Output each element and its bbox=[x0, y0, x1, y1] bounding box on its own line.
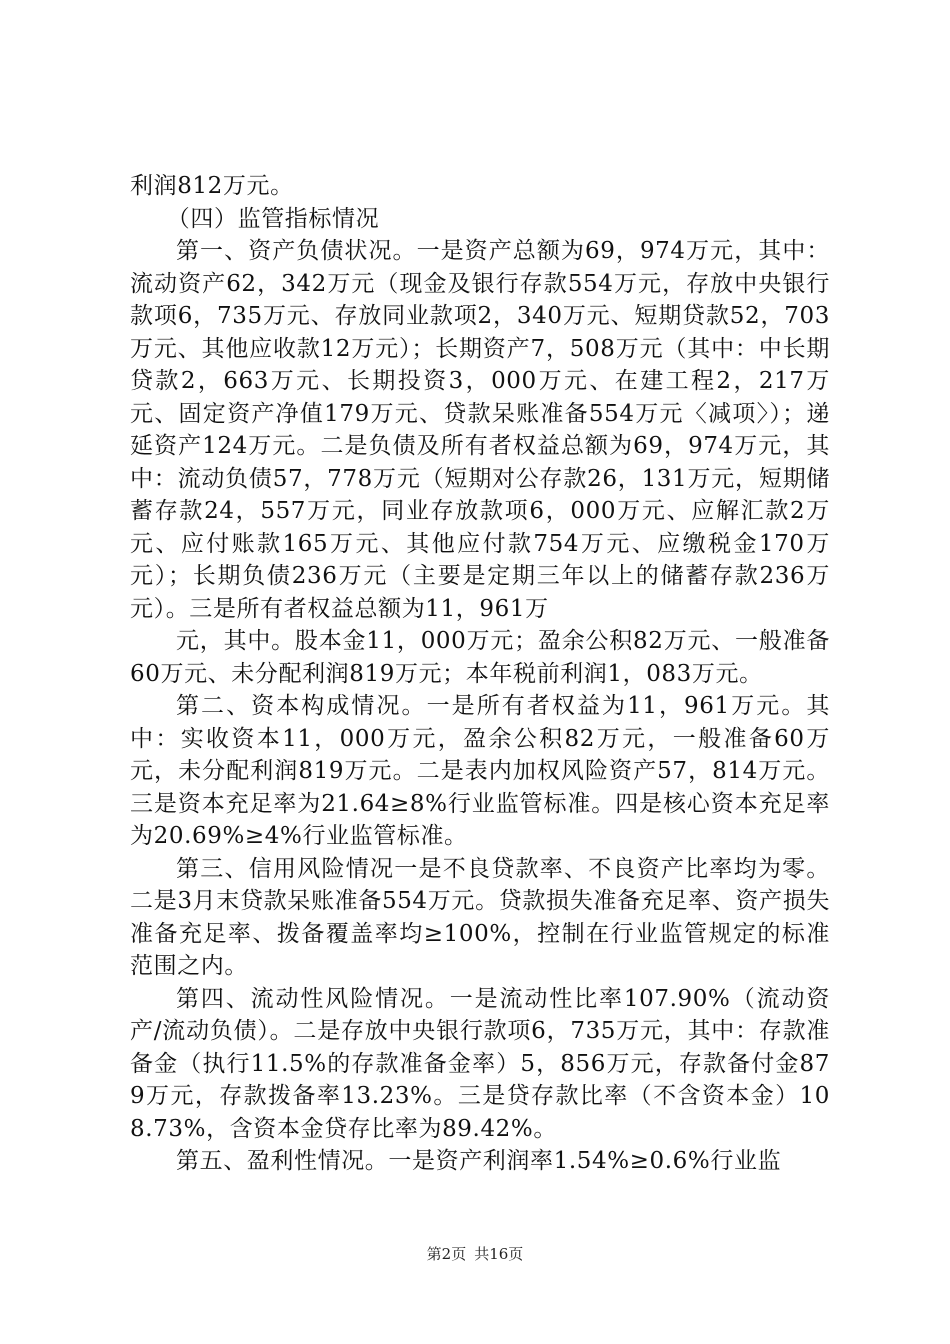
page-total: 共16页 bbox=[474, 1245, 524, 1263]
paragraph-credit-risk: 第三、信用风险情况一是不良贷款率、不良资产比率均为零。二是3月末贷款呆账准备554万元。贷款损失准备充足率、资产损失准备充足率、拨备覆盖率均≥100%，控制在行业监管规定的标准范围之内。 bbox=[130, 855, 830, 979]
paragraph-liquidity-risk: 第四、流动性风险情况。一是流动性比率107.90%（流动资产/流动负债）。二是存放中央银行款项6，735万元，其中：存款准备金（执行11.5%的存款准备金率）5，856万元，存款备付金879万元，存款拨备率13.23%。三是贷存款比率（不含资本金）108.73%，含资本金贷存比率为89.42%。 bbox=[130, 985, 830, 1142]
paragraph-capital-structure: 第二、资本构成情况。一是所有者权益为11，961万元。其中：实收资本11，000万元，盈余公积82万元，一般准备60万元，未分配利润819万元。二是表内加权风险资产57，814万元。三是资本充足率为21.64≥8%行业监管标准。四是核心资本充足率为20.69%≥4%行业监管标准。 bbox=[130, 693, 830, 849]
paragraph-profit-tail: 利润812万元。 bbox=[130, 173, 294, 199]
page-number: 第2页 bbox=[426, 1245, 467, 1263]
paragraph-profitability: 第五、盈利性情况。一是资产利润率1.54%≥0.6%行业监 bbox=[176, 1148, 782, 1174]
paragraph-equity-detail: 元，其中。股本金11，000万元；盈余公积82万元、一般准备60万元、未分配利润819万元；本年税前利润1，083万元。 bbox=[130, 628, 830, 687]
paragraph-assets-liabilities: 第一、资产负债状况。一是资产总额为69，974万元，其中：流动资产62，342万元（现金及银行存款554万元，存放中央银行款项6，735万元、存放同业款项2，340万元、短期贷款52，703万元、其他应收款12万元）；长期资产7，508万元（其中：中长期贷款2，663万元、长期投资3，000万元、在建工程2，217万元、固定资产净值179万元、贷款呆账准备554万元〈减项〉）；递延资产124万元。二是负债及所有者权益总额为69，974万元，其中：流动负债57，778万元（短期对公存款26，131万元，短期储蓄存款24，557万元，同业存放款项6，000万元、应解汇款2万元、应付账款165万元、其他应付款754万元、应缴税金170万元）；长期负债236万元（主要是定期三年以上的储蓄存款236万元）。三是所有者权益总额为11，961万 bbox=[130, 238, 830, 622]
section-heading-regulatory-indicators: （四）监管指标情况 bbox=[166, 205, 380, 232]
document-body bbox=[130, 170, 830, 1178]
page-footer bbox=[0, 1243, 950, 1264]
